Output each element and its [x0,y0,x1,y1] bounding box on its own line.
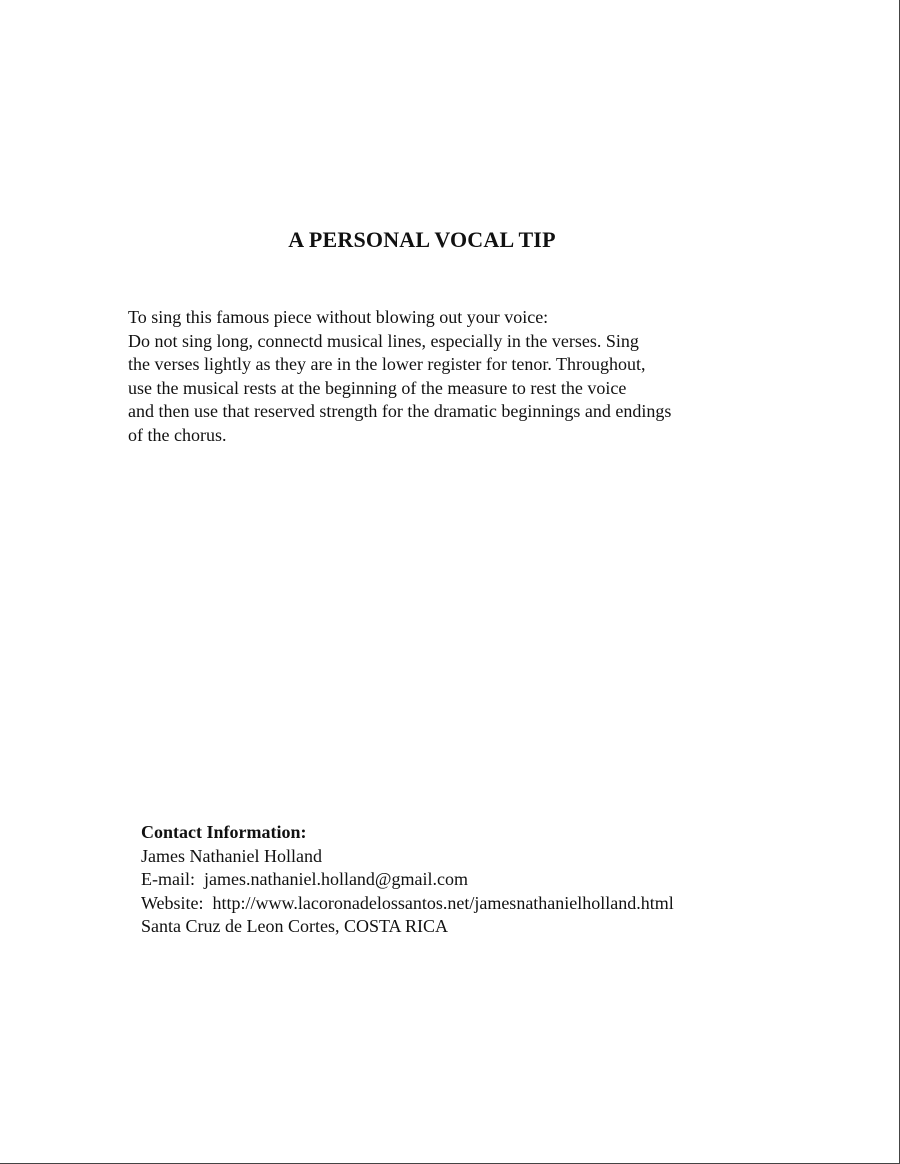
contact-name: James Nathaniel Holland [141,845,322,866]
contact-location: Santa Cruz de Leon Cortes, COSTA RICA [141,916,449,936]
contact-website-line [141,892,841,916]
tip-line: the verses lightly as they are in the lower register for tenor. Throughout, [128,354,646,374]
website-url: http://www.lacoronadelossantos.net/jamesnathanielholland.html [212,892,674,913]
tip-line: To sing this famous piece without blowing out your voice: [128,307,549,327]
vocal-tip-paragraph [128,306,808,447]
website-label: Website: [141,892,204,913]
contact-heading: Contact Information: [141,822,307,842]
page-title: A PERSONAL VOCAL TIP [288,227,556,252]
contact-email-line [141,868,841,892]
email-label: E-mail: [141,869,195,889]
tip-line: Do not sing long, connectd musical lines, especially in the verses. Sing [128,330,639,351]
tip-line: of the chorus. [128,424,227,445]
contact-information-block [141,821,841,939]
tip-line: and then use that reserved strength for the dramatic beginnings and endings [128,401,672,421]
tip-line: use the musical rests at the beginning of the measure to rest the voice [128,377,627,398]
email-address: james.nathaniel.holland@gmail.com [203,869,468,889]
